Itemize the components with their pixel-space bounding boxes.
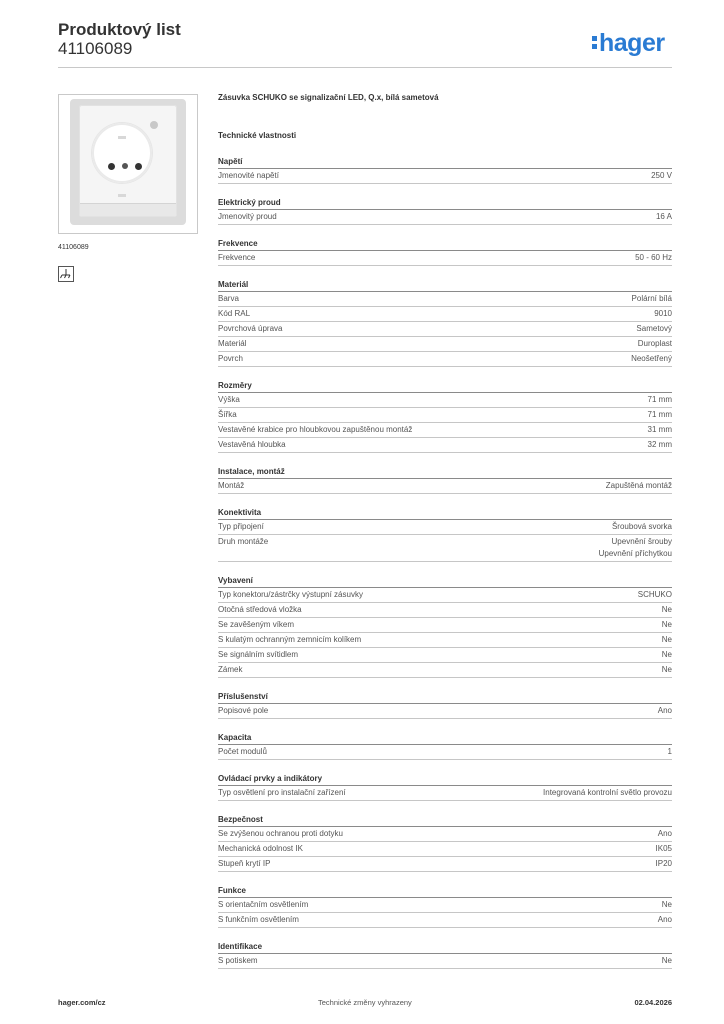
socket-well xyxy=(92,123,152,183)
spec-section xyxy=(218,814,672,872)
spec-value-line: Ne xyxy=(661,620,672,629)
section-title: Napětí xyxy=(218,156,672,169)
spec-value xyxy=(658,705,672,717)
spec-value-line: Ne xyxy=(661,900,672,909)
spec-value-line: 71 mm xyxy=(647,410,672,419)
spec-value-line: 71 mm xyxy=(647,395,672,404)
section-title: Materiál xyxy=(218,279,672,292)
spec-row xyxy=(218,251,672,266)
spec-label: Vestavěné krabice pro hloubkovou zapuštěnou montáž xyxy=(218,425,413,434)
spec-row xyxy=(218,210,672,225)
section-title: Vybavení xyxy=(218,575,672,588)
spec-value-line: 50 - 60 Hz xyxy=(635,253,672,262)
spec-label: S orientačním osvětlením xyxy=(218,900,309,909)
image-caption: 41106089 xyxy=(58,244,89,251)
socket-screw xyxy=(122,163,128,169)
spec-value-line: Ne xyxy=(661,650,672,659)
spec-label: Vestavěná hloubka xyxy=(218,440,286,449)
spec-label: S kulatým ochranným zemnicím kolíkem xyxy=(218,635,362,644)
spec-value-line: 31 mm xyxy=(647,425,672,434)
led-indicator xyxy=(150,121,158,129)
spec-value-line: 32 mm xyxy=(647,440,672,449)
section-title: Bezpečnost xyxy=(218,814,672,827)
spec-label: Jmenovité napětí xyxy=(218,171,279,180)
spec-value-line: Neošetřený xyxy=(631,354,672,363)
spec-value xyxy=(662,634,672,646)
spec-value-line: Ne xyxy=(661,635,672,644)
spec-section xyxy=(218,885,672,928)
spec-value xyxy=(543,787,672,799)
footer-disclaimer: Technické změny vyhrazeny xyxy=(318,998,412,1007)
spec-value-line: Zapuštěná montáž xyxy=(605,481,672,490)
spec-row xyxy=(218,745,672,760)
product-image xyxy=(58,94,198,234)
spec-label: Výška xyxy=(218,395,240,404)
spec-value xyxy=(662,664,672,676)
spec-value xyxy=(658,828,672,840)
spec-label: Jmenovitý proud xyxy=(218,212,277,221)
section-title: Funkce xyxy=(218,885,672,898)
spec-value xyxy=(632,293,672,305)
spec-value xyxy=(656,858,672,870)
spec-value xyxy=(638,338,672,350)
spec-value-line: 250 V xyxy=(651,171,672,180)
spec-value xyxy=(651,170,672,182)
spec-label: Počet modulů xyxy=(218,747,267,756)
section-title: Elektrický proud xyxy=(218,197,672,210)
spec-value-line: Upevnění příchytkou xyxy=(598,549,672,558)
spec-row xyxy=(218,479,672,494)
spec-row xyxy=(218,438,672,453)
spec-value-line: Sametový xyxy=(636,324,672,333)
spec-label: Popisové pole xyxy=(218,706,269,715)
spec-section xyxy=(218,380,672,453)
spec-section xyxy=(218,575,672,678)
socket-pin-left xyxy=(108,163,115,170)
spec-label: Barva xyxy=(218,294,239,303)
spec-row xyxy=(218,535,672,562)
spec-section xyxy=(218,238,672,266)
spec-row xyxy=(218,520,672,535)
spec-section xyxy=(218,279,672,367)
spec-row xyxy=(218,423,672,438)
spec-value xyxy=(656,843,672,855)
spec-value xyxy=(635,252,672,264)
spec-label: Typ konektoru/zástrčky výstupní zásuvky xyxy=(218,590,363,599)
spec-value xyxy=(631,353,672,365)
spec-value-line: Ano xyxy=(657,915,672,924)
hager-logo xyxy=(592,28,665,58)
spec-value xyxy=(648,394,672,406)
spec-row xyxy=(218,292,672,307)
spec-value-line: Šroubová svorka xyxy=(611,522,672,531)
spec-section xyxy=(218,197,672,225)
header-divider xyxy=(58,67,672,68)
spec-value-line: Ano xyxy=(657,706,672,715)
spec-row xyxy=(218,307,672,322)
spec-value-line: Ano xyxy=(657,829,672,838)
spec-value-line: Ne xyxy=(661,665,672,674)
spec-label: S potiskem xyxy=(218,956,258,965)
spec-section xyxy=(218,732,672,760)
label-field xyxy=(80,203,176,216)
section-title: Frekvence xyxy=(218,238,672,251)
spec-label: Povrch xyxy=(218,354,243,363)
spec-label: Typ osvětlení pro instalační zařízení xyxy=(218,788,346,797)
spec-row xyxy=(218,704,672,719)
spec-row xyxy=(218,352,672,367)
spec-label: Se signálním svítidlem xyxy=(218,650,299,659)
spec-row xyxy=(218,842,672,857)
spec-row xyxy=(218,857,672,872)
spec-value xyxy=(636,323,672,335)
spec-value xyxy=(658,914,672,926)
spec-row xyxy=(218,633,672,648)
spec-sections xyxy=(218,156,672,969)
product-number: 41106089 xyxy=(58,39,133,58)
section-title: Instalace, montáž xyxy=(218,466,672,479)
spec-row xyxy=(218,322,672,337)
spec-value-line: Ne xyxy=(661,605,672,614)
spec-section xyxy=(218,466,672,494)
spec-row xyxy=(218,648,672,663)
spec-value-line: Upevnění šrouby xyxy=(611,537,672,546)
spec-value-line: 1 xyxy=(667,747,672,756)
spec-value xyxy=(648,424,672,436)
spec-row xyxy=(218,827,672,842)
spec-section xyxy=(218,507,672,562)
spec-label: Se zvýšenou ochranou proti dotyku xyxy=(218,829,343,838)
spec-row xyxy=(218,898,672,913)
spec-label: Zámek xyxy=(218,665,243,674)
spec-section xyxy=(218,691,672,719)
spec-value-line: Polární bílá xyxy=(631,294,672,303)
logo-text: hager xyxy=(599,29,665,57)
spec-row xyxy=(218,408,672,423)
spec-row xyxy=(218,786,672,801)
section-title: Rozměry xyxy=(218,380,672,393)
page-title: Produktový list xyxy=(58,20,181,39)
spec-row xyxy=(218,663,672,678)
spec-value xyxy=(638,589,672,601)
spec-section xyxy=(218,941,672,969)
spec-value xyxy=(662,899,672,911)
tech-heading: Technické vlastnosti xyxy=(218,131,297,140)
footer-date: 02.04.2026 xyxy=(634,998,672,1007)
spec-label: Kód RAL xyxy=(218,309,251,318)
spec-row xyxy=(218,913,672,928)
spec-value-line: Duroplast xyxy=(637,339,672,348)
section-title: Kapacita xyxy=(218,732,672,745)
spec-value-line: IP20 xyxy=(655,859,672,868)
earth-clip-top xyxy=(118,136,126,139)
spec-value-line: Ne xyxy=(661,956,672,965)
socket-pin-right xyxy=(135,163,142,170)
spec-label: Typ připojení xyxy=(218,522,264,531)
spec-row xyxy=(218,618,672,633)
spec-section xyxy=(218,773,672,801)
spec-value xyxy=(662,604,672,616)
earth-clip-bottom xyxy=(118,194,126,197)
spec-label: Frekvence xyxy=(218,253,256,262)
spec-value xyxy=(648,409,672,421)
spec-value-line: SCHUKO xyxy=(637,590,672,599)
spec-label: Povrchová úprava xyxy=(218,324,283,333)
spec-value-line: Integrovaná kontrolní světlo provozu xyxy=(543,788,672,797)
ground-symbol-icon xyxy=(58,266,74,282)
spec-value-line: 16 A xyxy=(655,212,672,221)
spec-value xyxy=(648,439,672,451)
section-title: Ovládací prvky a indikátory xyxy=(218,773,672,786)
spec-label: S funkčním osvětlením xyxy=(218,915,299,924)
spec-value xyxy=(654,308,672,320)
spec-value xyxy=(599,536,672,560)
spec-row xyxy=(218,393,672,408)
spec-row xyxy=(218,603,672,618)
spec-row xyxy=(218,337,672,352)
spec-label: Se zavěšeným víkem xyxy=(218,620,295,629)
spec-label: Mechanická odolnost IK xyxy=(218,844,303,853)
spec-value xyxy=(662,649,672,661)
spec-row xyxy=(218,954,672,969)
spec-value xyxy=(662,955,672,967)
spec-section xyxy=(218,156,672,184)
spec-label: Materiál xyxy=(218,339,247,348)
section-title: Identifikace xyxy=(218,941,672,954)
spec-content xyxy=(218,92,672,982)
footer-website-link[interactable]: hager.com/cz xyxy=(58,998,106,1007)
product-title: Zásuvka SCHUKO se signalizační LED, Q.x, bílá sametová xyxy=(218,93,439,102)
spec-label: Montáž xyxy=(218,481,245,490)
spec-value-line: IK05 xyxy=(655,844,672,853)
spec-row xyxy=(218,169,672,184)
spec-label: Otočná středová vložka xyxy=(218,605,302,614)
spec-label: Stupeň krytí IP xyxy=(218,859,271,868)
spec-value xyxy=(656,211,672,223)
spec-label: Šířka xyxy=(218,410,237,419)
section-title: Konektivita xyxy=(218,507,672,520)
spec-value xyxy=(612,521,672,533)
section-title: Příslušenství xyxy=(218,691,672,704)
spec-value xyxy=(662,619,672,631)
spec-value-line: 9010 xyxy=(654,309,672,318)
logo-dots-icon xyxy=(592,34,598,50)
spec-value xyxy=(606,480,672,492)
spec-value xyxy=(668,746,672,758)
spec-label: Druh montáže xyxy=(218,537,269,546)
spec-row xyxy=(218,588,672,603)
